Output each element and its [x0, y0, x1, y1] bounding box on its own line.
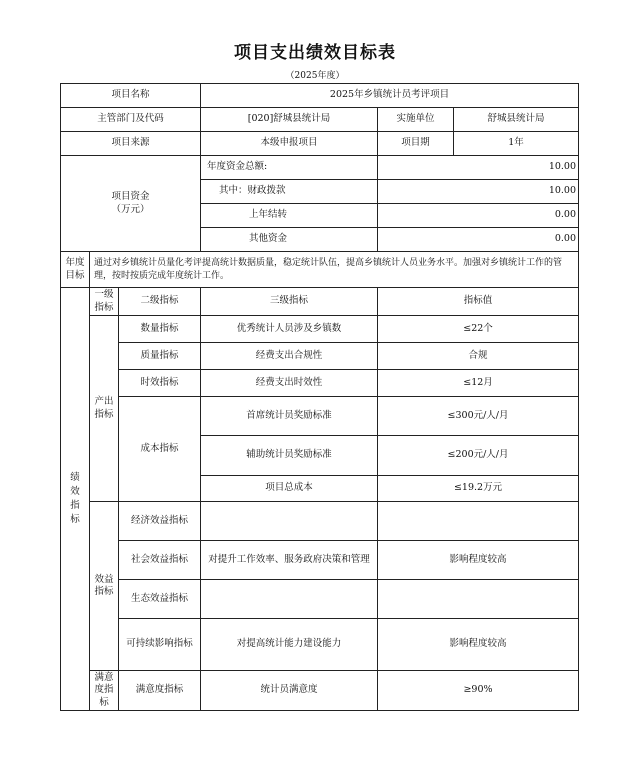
level3-cell: 优秀统计人员涉及乡镇数 [201, 316, 378, 343]
table-row [61, 316, 579, 343]
level3-cell: 经费支出时效性 [201, 370, 378, 397]
value-cell: 影响程度较高 [378, 541, 579, 580]
level3-header: 三级指标 [201, 288, 378, 316]
funds-fiscal-value: 10.00 [378, 180, 579, 204]
level3-cell: 项目总成本 [201, 476, 378, 502]
level1-header: 一级指标 [90, 288, 119, 316]
output-indicators-label: 产出指标 [90, 316, 119, 502]
dept-value: [020]舒城县统计局 [201, 108, 378, 132]
table-row [61, 541, 579, 580]
level2-cell: 社会效益指标 [119, 541, 201, 580]
table-row [61, 580, 579, 619]
funds-other-label: 其他资金 [201, 228, 378, 252]
table-row [61, 370, 579, 397]
table-row [61, 671, 579, 711]
goal-text: 通过对乡镇统计员量化考评提高统计数据质量，稳定统计队伍，提高乡镇统计人员业务水平。加强对乡镇统计工作的管理，按时按质完成年度统计工作。 [90, 252, 579, 288]
level2-cell: 生态效益指标 [119, 580, 201, 619]
funds-label [61, 156, 201, 252]
level2-header: 二级指标 [119, 288, 201, 316]
level2-cell: 质量指标 [119, 343, 201, 370]
goal-label: 年度目标 [61, 252, 90, 288]
year-label: （2025年度） [285, 71, 345, 81]
level2-cell: 数量指标 [119, 316, 201, 343]
benefit-indicators-label: 效益指标 [90, 502, 119, 671]
value-header: 指标值 [378, 288, 579, 316]
value-cell [378, 502, 579, 541]
row-funds-total [61, 156, 579, 180]
project-name-label: 项目名称 [61, 84, 201, 108]
impl-unit-label: 实施单位 [378, 108, 454, 132]
value-cell: 合规 [378, 343, 579, 370]
row-dept [61, 108, 579, 132]
table-row [61, 343, 579, 370]
row-project-name [61, 84, 579, 108]
level3-cell: 统计员满意度 [201, 671, 378, 711]
satisfaction-indicators-label: 满意度指标 [90, 671, 119, 711]
level3-cell: 对提升工作效率、服务政府决策和管理 [201, 541, 378, 580]
level3-cell: 辅助统计员奖励标准 [201, 436, 378, 476]
period-label: 项目期 [378, 132, 454, 156]
value-cell: ≥90% [378, 671, 579, 711]
row-annual-goal [61, 252, 579, 288]
funds-total-label: 年度资金总额: [201, 156, 378, 180]
table-row [61, 619, 579, 671]
value-cell: ≤22个 [378, 316, 579, 343]
value-cell: ≤12月 [378, 370, 579, 397]
value-cell: 影响程度较高 [378, 619, 579, 671]
performance-goal-table [60, 83, 579, 711]
level2-cell: 成本指标 [119, 397, 201, 502]
value-cell: ≤300元/人/月 [378, 397, 579, 436]
level3-cell: 经费支出合规性 [201, 343, 378, 370]
level3-cell [201, 502, 378, 541]
funds-fiscal-label: 其中：财政拨款 [201, 180, 378, 204]
dept-label: 主管部门及代码 [61, 108, 201, 132]
funds-carryover-label: 上年结转 [201, 204, 378, 228]
level3-cell [201, 580, 378, 619]
row-source [61, 132, 579, 156]
level2-cell: 时效指标 [119, 370, 201, 397]
funds-total-value: 10.00 [378, 156, 579, 180]
source-label: 项目来源 [61, 132, 201, 156]
perf-indicators-label: 绩效指标 [61, 288, 90, 711]
value-cell: ≤200元/人/月 [378, 436, 579, 476]
project-name-value: 2025年乡镇统计员考评项目 [201, 84, 579, 108]
level3-cell: 首席统计员奖励标准 [201, 397, 378, 436]
row-indicator-header [61, 288, 579, 316]
level2-cell: 经济效益指标 [119, 502, 201, 541]
source-value: 本级申报项目 [201, 132, 378, 156]
level2-cell: 满意度指标 [119, 671, 201, 711]
table-row [61, 502, 579, 541]
period-value: 1年 [454, 132, 579, 156]
table-row [61, 397, 579, 436]
impl-unit-value: 舒城县统计局 [454, 108, 579, 132]
level2-cell: 可持续影响指标 [119, 619, 201, 671]
value-cell [378, 580, 579, 619]
funds-label-line2: （万元） [111, 203, 150, 215]
level3-cell: 对提高统计能力建设能力 [201, 619, 378, 671]
funds-carryover-value: 0.00 [378, 204, 579, 228]
funds-other-value: 0.00 [378, 228, 579, 252]
value-cell: ≤19.2万元 [378, 476, 579, 502]
page-title: 项目支出绩效目标表 [234, 43, 396, 63]
funds-label-line1: 项目资金 [111, 191, 150, 203]
